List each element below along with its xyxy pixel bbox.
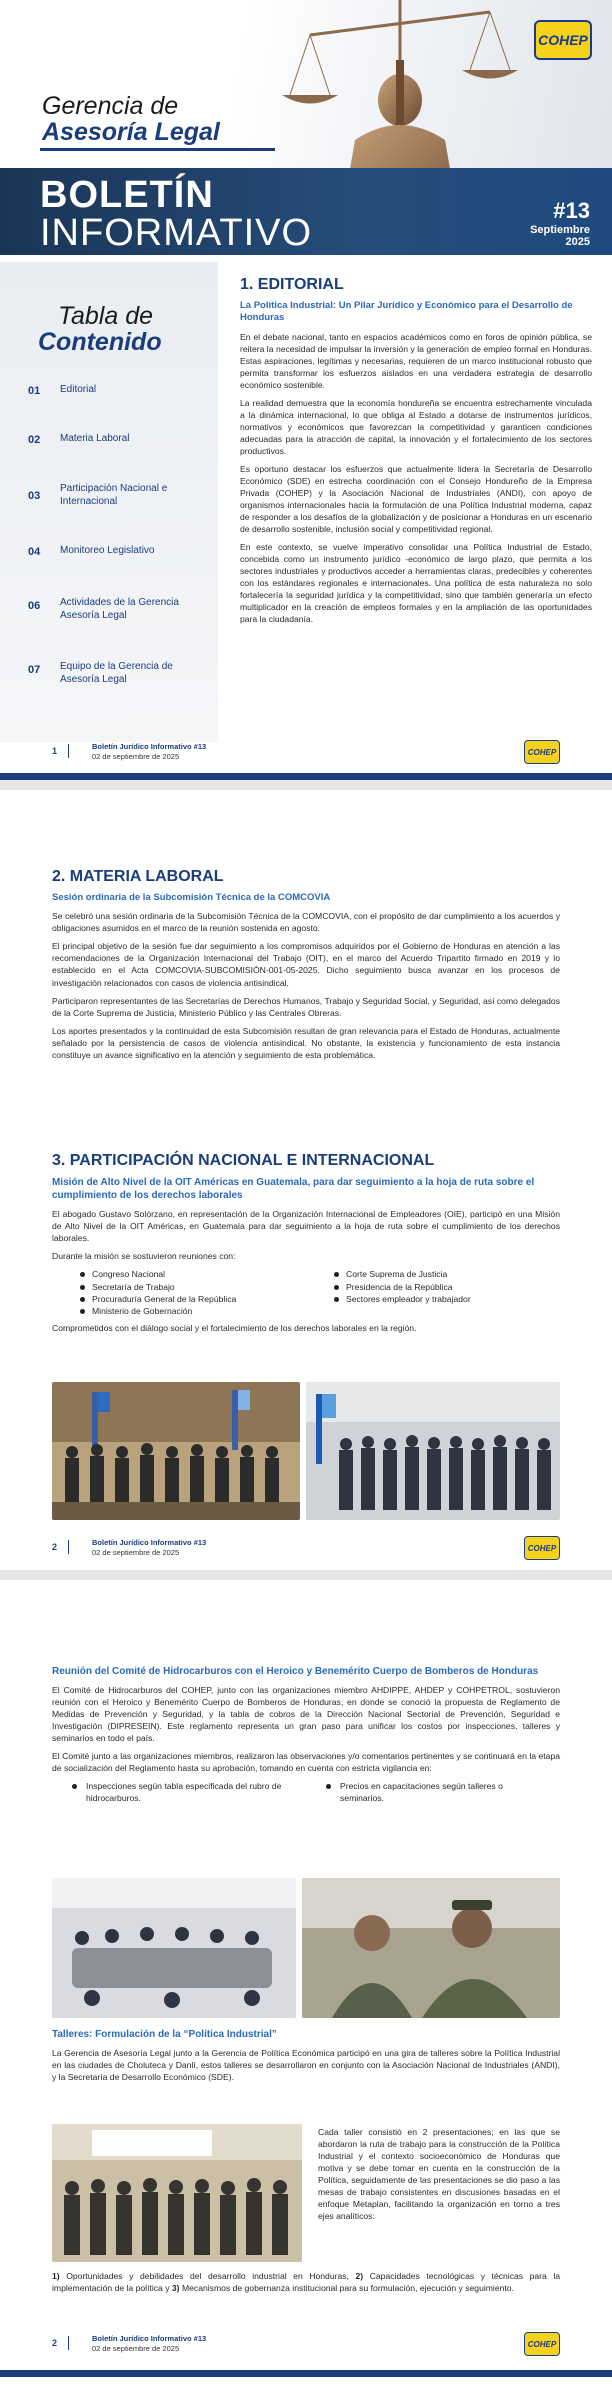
list-item: Inspecciones según tabla especificada del rubro de hidrocarburos. [52,1780,306,1804]
cohep-logo: COHEP [534,20,592,60]
footer-title: Boletín Jurídico Informativo #13 [92,742,207,751]
vigilance-list [52,1780,560,1804]
photo-oit-group [306,1382,560,1520]
section-heading: 3. PARTICIPACIÓN NACIONAL E INTERNACIONAL [52,1152,435,1169]
issue-number: #13 [553,198,590,223]
toc-item-label: Monitoreo Legislativo [60,545,155,556]
toc-item-number: 03 [28,490,41,502]
footer-date: 02 de septiembre de 2025 [92,2344,180,2353]
axis-text: Capacidades tecnológicas y técnicas para la implementación de la política y [52,2271,561,2294]
axis-number: 3) [171,2283,180,2294]
toc-item-label: Participación Nacional e Internacional [60,483,168,507]
paragraph: Se celebró una sesión ordinaria de la Subcomisión Técnica de la COMCOVIA, con el propósito de dar cumplimiento a los acuerdos y obligaciones asumidos en el marco de la reunión sostenida en agosto. [52,911,560,934]
toc-item-number: 07 [28,664,41,676]
section-subheading: La Política Industrial: Un Pilar Jurídico y Económico para el Desarrollo de Honduras [240,300,573,324]
paragraph: En el debate nacional, tanto en espacios académicos como en foros de opinión pública, se reitera la necesidad de impulsar la inversión y la generación de empleo formal en Honduras. Estas aspiraciones, legítimas y necesarias, requieren de un marco institucional robusto que permita transformar los esfuerzos aislados en una verdadera estrategia de desarrollo económico sostenible. [240,331,592,390]
paragraph: La realidad demuestra que la economía hondureña se encuentra estrechamente vinculada a la dinámica internacional, lo que obliga al Estado a dotarse de instrumentos jurídicos, normativos y económicos que favorezcan la competitividad y garanticen condiciones adecuadas para la atracción de capital, la innovación y el fortalecimiento de los sectores productivos. [240,397,592,456]
page-number: 1 [52,746,58,756]
footer-divider [68,2336,69,2350]
toc-title-line2: Contenido [38,328,162,356]
toc-item-number: 01 [28,385,41,397]
editorial-section [240,276,592,631]
page-3 [0,1580,612,2386]
footer-logo: COHEP [524,740,560,764]
toc-item-label: Materia Laboral [60,433,130,444]
talleres-axes [52,2270,560,2300]
laboral-section [52,868,560,1067]
paragraph: El abogado Gustavo Solórzano, en representación de la Organización Internacional de Empleadores (OIE), participó en una Misión de Alto Nivel de la OIT Américas, en Guatemala para dar seguimiento a la hoja de ruta sobre el cumplimiento de los derechos laborales. [52,1209,560,1244]
meetings-list [52,1268,560,1318]
issue-month: Septiembre [530,224,590,236]
axis-text: Oportunidades y debilidades del desarrollo industrial en Honduras, [66,2271,349,2281]
toc-title-line1: Tabla de [58,302,153,330]
list-item: Congreso Nacional [52,1268,306,1280]
paragraph: Es oportuno destacar los esfuerzos que actualmente lidera la Secretaría de Desarrollo Económico (SDE) en estrecha coordinación con el Consejo Hondureño de la Empresa Privada (COHEP) y la Asociación Nacional de Industriales (ANDI), con apoyo de organismos internacionales hacia la formulación de una Política Industrial moderna, capaz de responder a los desafíos de la globalización y de posicionar a Honduras en un escenario de desarrollo sostenible, inclusión social y competitividad regional. [240,464,592,535]
talleres-side-text [318,2126,560,2228]
list-item: Procuraduría General de la República [52,1293,306,1305]
issue-badge [530,198,590,248]
issue-year: 2025 [565,236,590,248]
paragraph: Comprometidos con el diálogo social y el fortalecimiento de los derechos laborales en la región. [52,1322,417,1333]
page-1 [0,0,612,780]
paragraph: Cada taller consistió en 2 presentaciones; en las que se abordaron la ruta de trabajo para la construcción de la Política Industrial y el contexto socioeconómico de Honduras que motiva y se debe tomar en cuenta en la construcción de la Política, seguidamente de las presentaciones se dio paso a las mesas de trabajo consistentes en discusiones basadas en el enfoque Metaplan, facilitando la organización en torno a tres ejes analíticos: [318,2127,560,2222]
section-heading: 1. EDITORIAL [240,276,344,293]
toc-item-label: Actividades de la Gerencia Asesoría Legal [60,597,179,621]
footer-title: Boletín Jurídico Informativo #13 [92,1538,207,1547]
axis-text: Mecanismos de gobernanza institucional para su formulación, ejecución y seguimiento. [181,2283,514,2294]
paragraph: El Comité junto a las organizaciones miembros, realizaron las observaciones y/o comentarios pertinentes y se continuará en la etapa de socialización del Reglamento hasta su aprobación, tomando en cuenta con estricta vigilancia en: [52,1751,560,1774]
page-footer [0,1532,612,1570]
cover-hero [0,0,612,255]
paragraph: Durante la misión se sostuvieron reuniones con: [52,1251,236,1262]
footer-title: Boletín Jurídico Informativo #13 [92,2334,207,2343]
list-item: Precios en capacitaciones según talleres o seminarios. [306,1780,560,1804]
list-item: Secretaría de Trabajo [52,1281,306,1293]
section-subheading: Reunión del Comité de Hidrocarburos con el Heroico y Benemérito Cuerpo de Bomberos de Honduras [52,1666,539,1677]
footer-date: 02 de septiembre de 2025 [92,752,180,761]
title-underline [40,148,275,151]
paragraph: El principal objetivo de la sesión fue dar seguimiento a los compromisos adquiridos por el Gobierno de Honduras en atención a las recomendaciones de la Organización Internacional del Trabajo (OIT), en el marco del Acuerdo Tripartito firmado en 2019 y lo establecido en el Acta COMCOVIA-SUBCOMISIÓN-001-05-2025. Dicho seguimiento busca avanzar en los procesos de investigación relacionados con casos de violencia antisindical. [52,941,560,988]
paragraph: La Gerencia de Asesoría Legal junto a la Gerencia de Política Económica participó en una gira de talleres sobre la Política Industrial en las ciudades de Choluteca y Danlí, estos talleres se desarrollaron en conjunto con la Asociación Nacional de Industriales (ANDI), y la Secretaría de Desarrollo Económico (SDE). [52,2048,560,2083]
paragraph: En este contexto, se vuelve imperativo consolidar una Política Industrial de Estado, concebida como un instrumento jurídico -económico de largo plazo, que permita a los sectores industriales y productivos acceder a herramientas claras, predecibles y coherentes con los estándares regionales e internacionales. Una política de esta naturaleza no solo fortalecería la seguridad jurídica y la competitividad, sino que también generaría un efecto multiplicador en la creación de empleos formales y en la ampliación de las oportunidades para la ciudadanía. [240,542,592,625]
bulletin-title: BOLETÍN [40,174,214,216]
section-heading: 2. MATERIA LABORAL [52,868,224,885]
list-item: Presidencia de la República [306,1281,560,1293]
toc-item-number: 02 [28,434,41,446]
page-number: 2 [52,1542,58,1552]
department-title-line2: Asesoría Legal [42,118,220,146]
list-item: Sectores empleador y trabajador [306,1293,560,1305]
bulletin-subtitle: INFORMATIVO [40,212,313,254]
paragraph: Los aportes presentados y la continuidad de esta Subcomisión resultan de gran relevancia para el Estado de Honduras, actualmente señalado por la persistencia de casos de violencia antisindical. No obstante, la existencia y funcionamiento de esta instancia constituye un avance significativo en la atención y seguimiento de esta problemática. [52,1025,560,1060]
footer-logo: COHEP [524,2332,560,2356]
toc-item-number: 06 [28,600,41,612]
photo-bomberos-officers [302,1878,560,2018]
page-number: 2 [52,2338,58,2348]
photo-talleres-group [52,2124,302,2262]
toc-item-label: Equipo de la Gerencia de Asesoría Legal [60,661,173,685]
axis-number: 2) [355,2271,364,2281]
footer-date: 02 de septiembre de 2025 [92,1548,180,1557]
toc-item-label: Editorial [60,384,97,395]
department-title-line1: Gerencia de [42,92,179,120]
footer-divider [68,1540,69,1554]
page-2 [0,790,612,1570]
axis-number: 1) [52,2271,60,2281]
footer-divider [68,744,69,758]
paragraph [52,2270,560,2294]
photo-oit-mission [52,1382,300,1520]
page-footer [0,2328,612,2368]
footer-bar [0,773,612,780]
participacion-section [52,1152,560,1340]
paragraph: El Comité de Hidrocarburos del COHEP, junto con las organizaciones miembro AHDIPPE, AHDEP y COHPETROL, sostuvieron reunión con el Heroico y Benemérito Cuerpo de Bomberos de Honduras, en donde se conoció la propuesta de Reglamento de Medidas de Prevención y Seguridad, y la tabla de cobros de la Dirección Nacional Sectorial de Prevención, Seguridad e Investigación (DIPRESEIN). Este reglamento representa un gran paso para unificar los costos por inspecciones, talleres y seminarios en todo el país. [52,1685,560,1744]
section-subheading: Sesión ordinaria de la Subcomisión Técnica de la COMCOVIA [52,892,331,903]
section-subheading: Misión de Alto Nivel de la OIT Américas en Guatemala, para dar seguimiento a la hoja de ruta sobre el cumplimiento de los derechos laborales [52,1177,535,1201]
section-subheading: Talleres: Formulación de la “Política Industrial” [52,2029,277,2040]
toc-item-number: 04 [28,546,41,558]
page-footer [0,736,612,776]
list-item: Ministerio de Gobernación [52,1305,306,1317]
footer-logo: COHEP [524,1536,560,1560]
bomberos-section [52,1665,560,1808]
paragraph: Participaron representantes de las Secretarías de Derechos Humanos, Trabajo y Seguridad Social, y Seguridad, así como delegados de la Corte Suprema de Justicia, Ministerio Público y las Centrales Obreras. [52,995,560,1018]
footer-bar [0,2370,612,2377]
photo-bomberos-meeting [52,1878,296,2018]
list-item: Corte Suprema de Justicia [306,1268,560,1280]
talleres-section [52,2028,560,2089]
